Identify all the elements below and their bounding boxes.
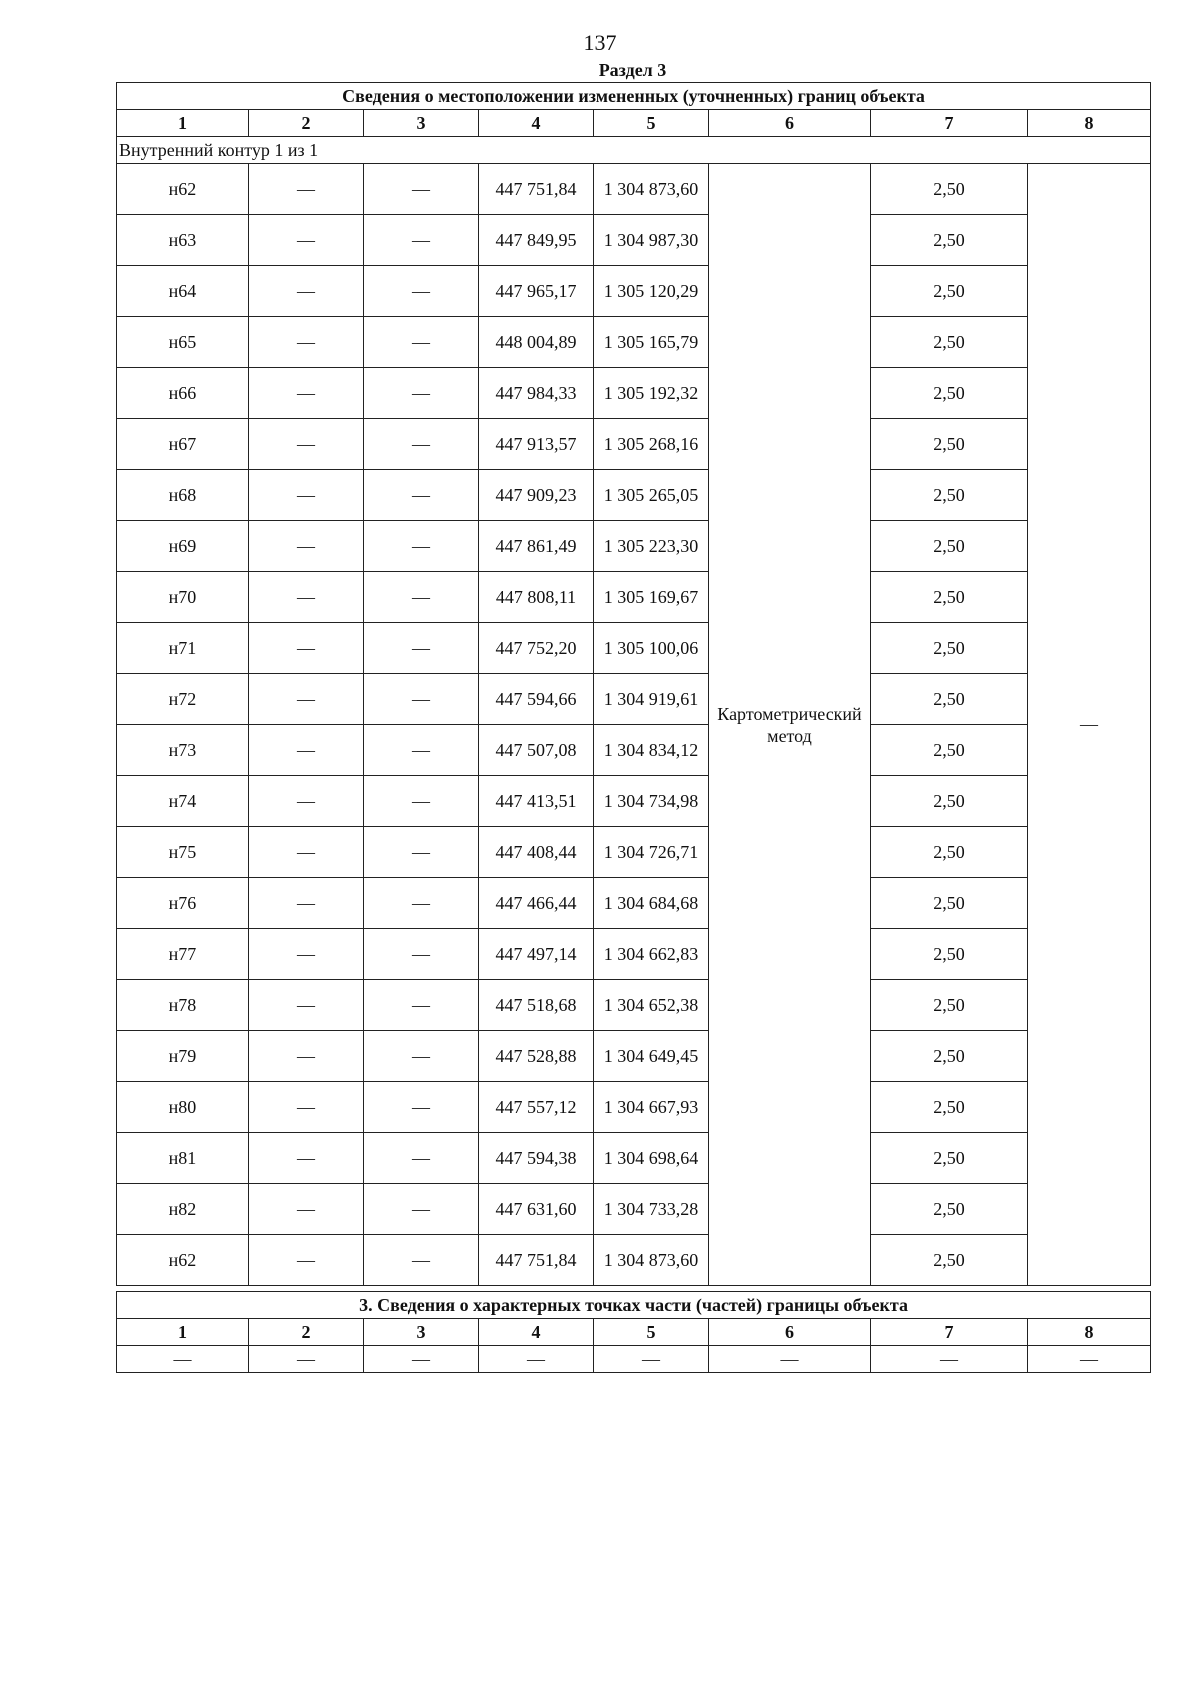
accuracy-value: 2,50	[871, 776, 1028, 827]
parts-cell: —	[594, 1346, 709, 1373]
y-coordinate: 1 304 662,83	[594, 929, 709, 980]
column-3-value: —	[364, 419, 479, 470]
accuracy-value: 2,50	[871, 827, 1028, 878]
y-coordinate: 1 305 165,79	[594, 317, 709, 368]
column-8-value: —	[1028, 164, 1151, 1286]
column-number: 3	[364, 1319, 479, 1346]
column-2-value: —	[249, 215, 364, 266]
column-2-value: —	[249, 470, 364, 521]
column-3-value: —	[364, 215, 479, 266]
parts-table-title: 3. Сведения о характерных точках части (частей) границы объекта	[117, 1292, 1151, 1319]
point-name: н62	[117, 164, 249, 215]
column-2-value: —	[249, 929, 364, 980]
point-name: н65	[117, 317, 249, 368]
column-3-value: —	[364, 674, 479, 725]
point-name: н62	[117, 1235, 249, 1286]
x-coordinate: 447 557,12	[479, 1082, 594, 1133]
y-coordinate: 1 304 873,60	[594, 164, 709, 215]
parts-cell: —	[117, 1346, 249, 1373]
column-2-value: —	[249, 1031, 364, 1082]
table-title: Сведения о местоположении измененных (уточненных) границ объекта	[117, 83, 1151, 110]
x-coordinate: 447 861,49	[479, 521, 594, 572]
table-row	[117, 470, 1151, 521]
x-coordinate: 447 751,84	[479, 164, 594, 215]
column-2-value: —	[249, 1184, 364, 1235]
y-coordinate: 1 305 192,32	[594, 368, 709, 419]
column-3-value: —	[364, 572, 479, 623]
accuracy-value: 2,50	[871, 164, 1028, 215]
column-2-value: —	[249, 419, 364, 470]
parts-cell: —	[1028, 1346, 1151, 1373]
x-coordinate: 447 497,14	[479, 929, 594, 980]
accuracy-value: 2,50	[871, 1082, 1028, 1133]
y-coordinate: 1 304 649,45	[594, 1031, 709, 1082]
parts-cell: —	[479, 1346, 594, 1373]
column-2-value: —	[249, 623, 364, 674]
column-number: 2	[249, 110, 364, 137]
section-label: Раздел 3	[598, 60, 667, 80]
column-2-value: —	[249, 725, 364, 776]
point-name: н82	[117, 1184, 249, 1235]
boundary-coordinates-table	[116, 82, 1151, 1286]
column-2-value: —	[249, 266, 364, 317]
column-2-value: —	[249, 878, 364, 929]
table-row	[117, 776, 1151, 827]
column-3-value: —	[364, 776, 479, 827]
column-3-value: —	[364, 368, 479, 419]
accuracy-value: 2,50	[871, 419, 1028, 470]
y-coordinate: 1 304 873,60	[594, 1235, 709, 1286]
parts-cell: —	[871, 1346, 1028, 1373]
y-coordinate: 1 304 726,71	[594, 827, 709, 878]
column-number: 1	[117, 1319, 249, 1346]
column-3-value: —	[364, 164, 479, 215]
y-coordinate: 1 304 733,28	[594, 1184, 709, 1235]
accuracy-value: 2,50	[871, 368, 1028, 419]
y-coordinate: 1 304 684,68	[594, 878, 709, 929]
x-coordinate: 447 631,60	[479, 1184, 594, 1235]
accuracy-value: 2,50	[871, 470, 1028, 521]
y-coordinate: 1 304 734,98	[594, 776, 709, 827]
point-name: н73	[117, 725, 249, 776]
accuracy-value: 2,50	[871, 317, 1028, 368]
parts-column-number-row	[117, 1319, 1151, 1346]
x-coordinate: 447 984,33	[479, 368, 594, 419]
accuracy-value: 2,50	[871, 878, 1028, 929]
column-2-value: —	[249, 572, 364, 623]
column-3-value: —	[364, 827, 479, 878]
x-coordinate: 447 909,23	[479, 470, 594, 521]
column-number: 4	[479, 110, 594, 137]
x-coordinate: 447 965,17	[479, 266, 594, 317]
column-number: 8	[1028, 1319, 1151, 1346]
x-coordinate: 447 808,11	[479, 572, 594, 623]
parts-points-table	[116, 1291, 1151, 1373]
point-name: н74	[117, 776, 249, 827]
table-row	[117, 929, 1151, 980]
point-name: н75	[117, 827, 249, 878]
y-coordinate: 1 305 223,30	[594, 521, 709, 572]
point-name: н63	[117, 215, 249, 266]
column-number: 5	[594, 110, 709, 137]
accuracy-value: 2,50	[871, 572, 1028, 623]
y-coordinate: 1 305 100,06	[594, 623, 709, 674]
y-coordinate: 1 305 120,29	[594, 266, 709, 317]
column-3-value: —	[364, 1235, 479, 1286]
column-2-value: —	[249, 827, 364, 878]
y-coordinate: 1 304 698,64	[594, 1133, 709, 1184]
table-row	[117, 572, 1151, 623]
x-coordinate: 447 751,84	[479, 1235, 594, 1286]
column-2-value: —	[249, 1082, 364, 1133]
point-name: н66	[117, 368, 249, 419]
table-row	[117, 1133, 1151, 1184]
table-row	[117, 215, 1151, 266]
y-coordinate: 1 304 652,38	[594, 980, 709, 1031]
y-coordinate: 1 304 919,61	[594, 674, 709, 725]
x-coordinate: 447 466,44	[479, 878, 594, 929]
column-3-value: —	[364, 725, 479, 776]
column-2-value: —	[249, 980, 364, 1031]
column-number: 8	[1028, 110, 1151, 137]
column-number: 6	[709, 1319, 871, 1346]
table-row	[117, 419, 1151, 470]
point-name: н69	[117, 521, 249, 572]
accuracy-value: 2,50	[871, 1184, 1028, 1235]
table-row	[117, 164, 1151, 215]
column-2-value: —	[249, 1133, 364, 1184]
column-3-value: —	[364, 317, 479, 368]
column-3-value: —	[364, 521, 479, 572]
column-3-value: —	[364, 1082, 479, 1133]
column-2-value: —	[249, 164, 364, 215]
accuracy-value: 2,50	[871, 1235, 1028, 1286]
x-coordinate: 447 413,51	[479, 776, 594, 827]
column-3-value: —	[364, 929, 479, 980]
x-coordinate: 447 408,44	[479, 827, 594, 878]
accuracy-value: 2,50	[871, 674, 1028, 725]
column-2-value: —	[249, 1235, 364, 1286]
x-coordinate: 447 594,66	[479, 674, 594, 725]
accuracy-value: 2,50	[871, 623, 1028, 674]
table-row	[117, 623, 1151, 674]
y-coordinate: 1 304 834,12	[594, 725, 709, 776]
table-row	[117, 521, 1151, 572]
table-row	[117, 674, 1151, 725]
accuracy-value: 2,50	[871, 266, 1028, 317]
page-number: 137	[583, 30, 617, 55]
y-coordinate: 1 305 169,67	[594, 572, 709, 623]
column-number: 6	[709, 110, 871, 137]
method-cell: Картометрический метод	[709, 164, 871, 1286]
accuracy-value: 2,50	[871, 521, 1028, 572]
column-number-row	[117, 110, 1151, 137]
column-3-value: —	[364, 623, 479, 674]
x-coordinate: 447 518,68	[479, 980, 594, 1031]
column-2-value: —	[249, 776, 364, 827]
column-3-value: —	[364, 1133, 479, 1184]
parts-empty-row	[117, 1346, 1151, 1373]
x-coordinate: 447 507,08	[479, 725, 594, 776]
column-number: 7	[871, 110, 1028, 137]
table-row	[117, 317, 1151, 368]
table-row	[117, 1082, 1151, 1133]
column-3-value: —	[364, 1031, 479, 1082]
table-row	[117, 1235, 1151, 1286]
table-row	[117, 266, 1151, 317]
x-coordinate: 447 849,95	[479, 215, 594, 266]
parts-cell: —	[709, 1346, 871, 1373]
column-number: 1	[117, 110, 249, 137]
column-number: 4	[479, 1319, 594, 1346]
point-name: н81	[117, 1133, 249, 1184]
parts-cell: —	[364, 1346, 479, 1373]
point-name: н76	[117, 878, 249, 929]
column-number: 2	[249, 1319, 364, 1346]
point-name: н70	[117, 572, 249, 623]
table-row	[117, 878, 1151, 929]
point-name: н67	[117, 419, 249, 470]
x-coordinate: 447 594,38	[479, 1133, 594, 1184]
point-name: н77	[117, 929, 249, 980]
accuracy-value: 2,50	[871, 929, 1028, 980]
table-row	[117, 725, 1151, 776]
column-3-value: —	[364, 266, 479, 317]
point-name: н78	[117, 980, 249, 1031]
accuracy-value: 2,50	[871, 1031, 1028, 1082]
point-name: н64	[117, 266, 249, 317]
column-2-value: —	[249, 317, 364, 368]
column-3-value: —	[364, 470, 479, 521]
accuracy-value: 2,50	[871, 980, 1028, 1031]
table-row	[117, 368, 1151, 419]
contour-label: Внутренний контур 1 из 1	[117, 137, 1151, 164]
x-coordinate: 447 752,20	[479, 623, 594, 674]
accuracy-value: 2,50	[871, 1133, 1028, 1184]
point-name: н72	[117, 674, 249, 725]
column-2-value: —	[249, 521, 364, 572]
column-3-value: —	[364, 878, 479, 929]
y-coordinate: 1 305 268,16	[594, 419, 709, 470]
table-row	[117, 1031, 1151, 1082]
point-name: н79	[117, 1031, 249, 1082]
column-3-value: —	[364, 1184, 479, 1235]
column-2-value: —	[249, 674, 364, 725]
y-coordinate: 1 304 987,30	[594, 215, 709, 266]
point-name: н68	[117, 470, 249, 521]
table-row	[117, 1184, 1151, 1235]
accuracy-value: 2,50	[871, 725, 1028, 776]
parts-cell: —	[249, 1346, 364, 1373]
column-number: 5	[594, 1319, 709, 1346]
y-coordinate: 1 304 667,93	[594, 1082, 709, 1133]
x-coordinate: 447 528,88	[479, 1031, 594, 1082]
x-coordinate: 447 913,57	[479, 419, 594, 470]
point-name: н80	[117, 1082, 249, 1133]
point-name: н71	[117, 623, 249, 674]
y-coordinate: 1 305 265,05	[594, 470, 709, 521]
table-row	[117, 980, 1151, 1031]
column-2-value: —	[249, 368, 364, 419]
column-number: 7	[871, 1319, 1028, 1346]
column-3-value: —	[364, 980, 479, 1031]
table-row	[117, 827, 1151, 878]
accuracy-value: 2,50	[871, 215, 1028, 266]
column-number: 3	[364, 110, 479, 137]
x-coordinate: 448 004,89	[479, 317, 594, 368]
